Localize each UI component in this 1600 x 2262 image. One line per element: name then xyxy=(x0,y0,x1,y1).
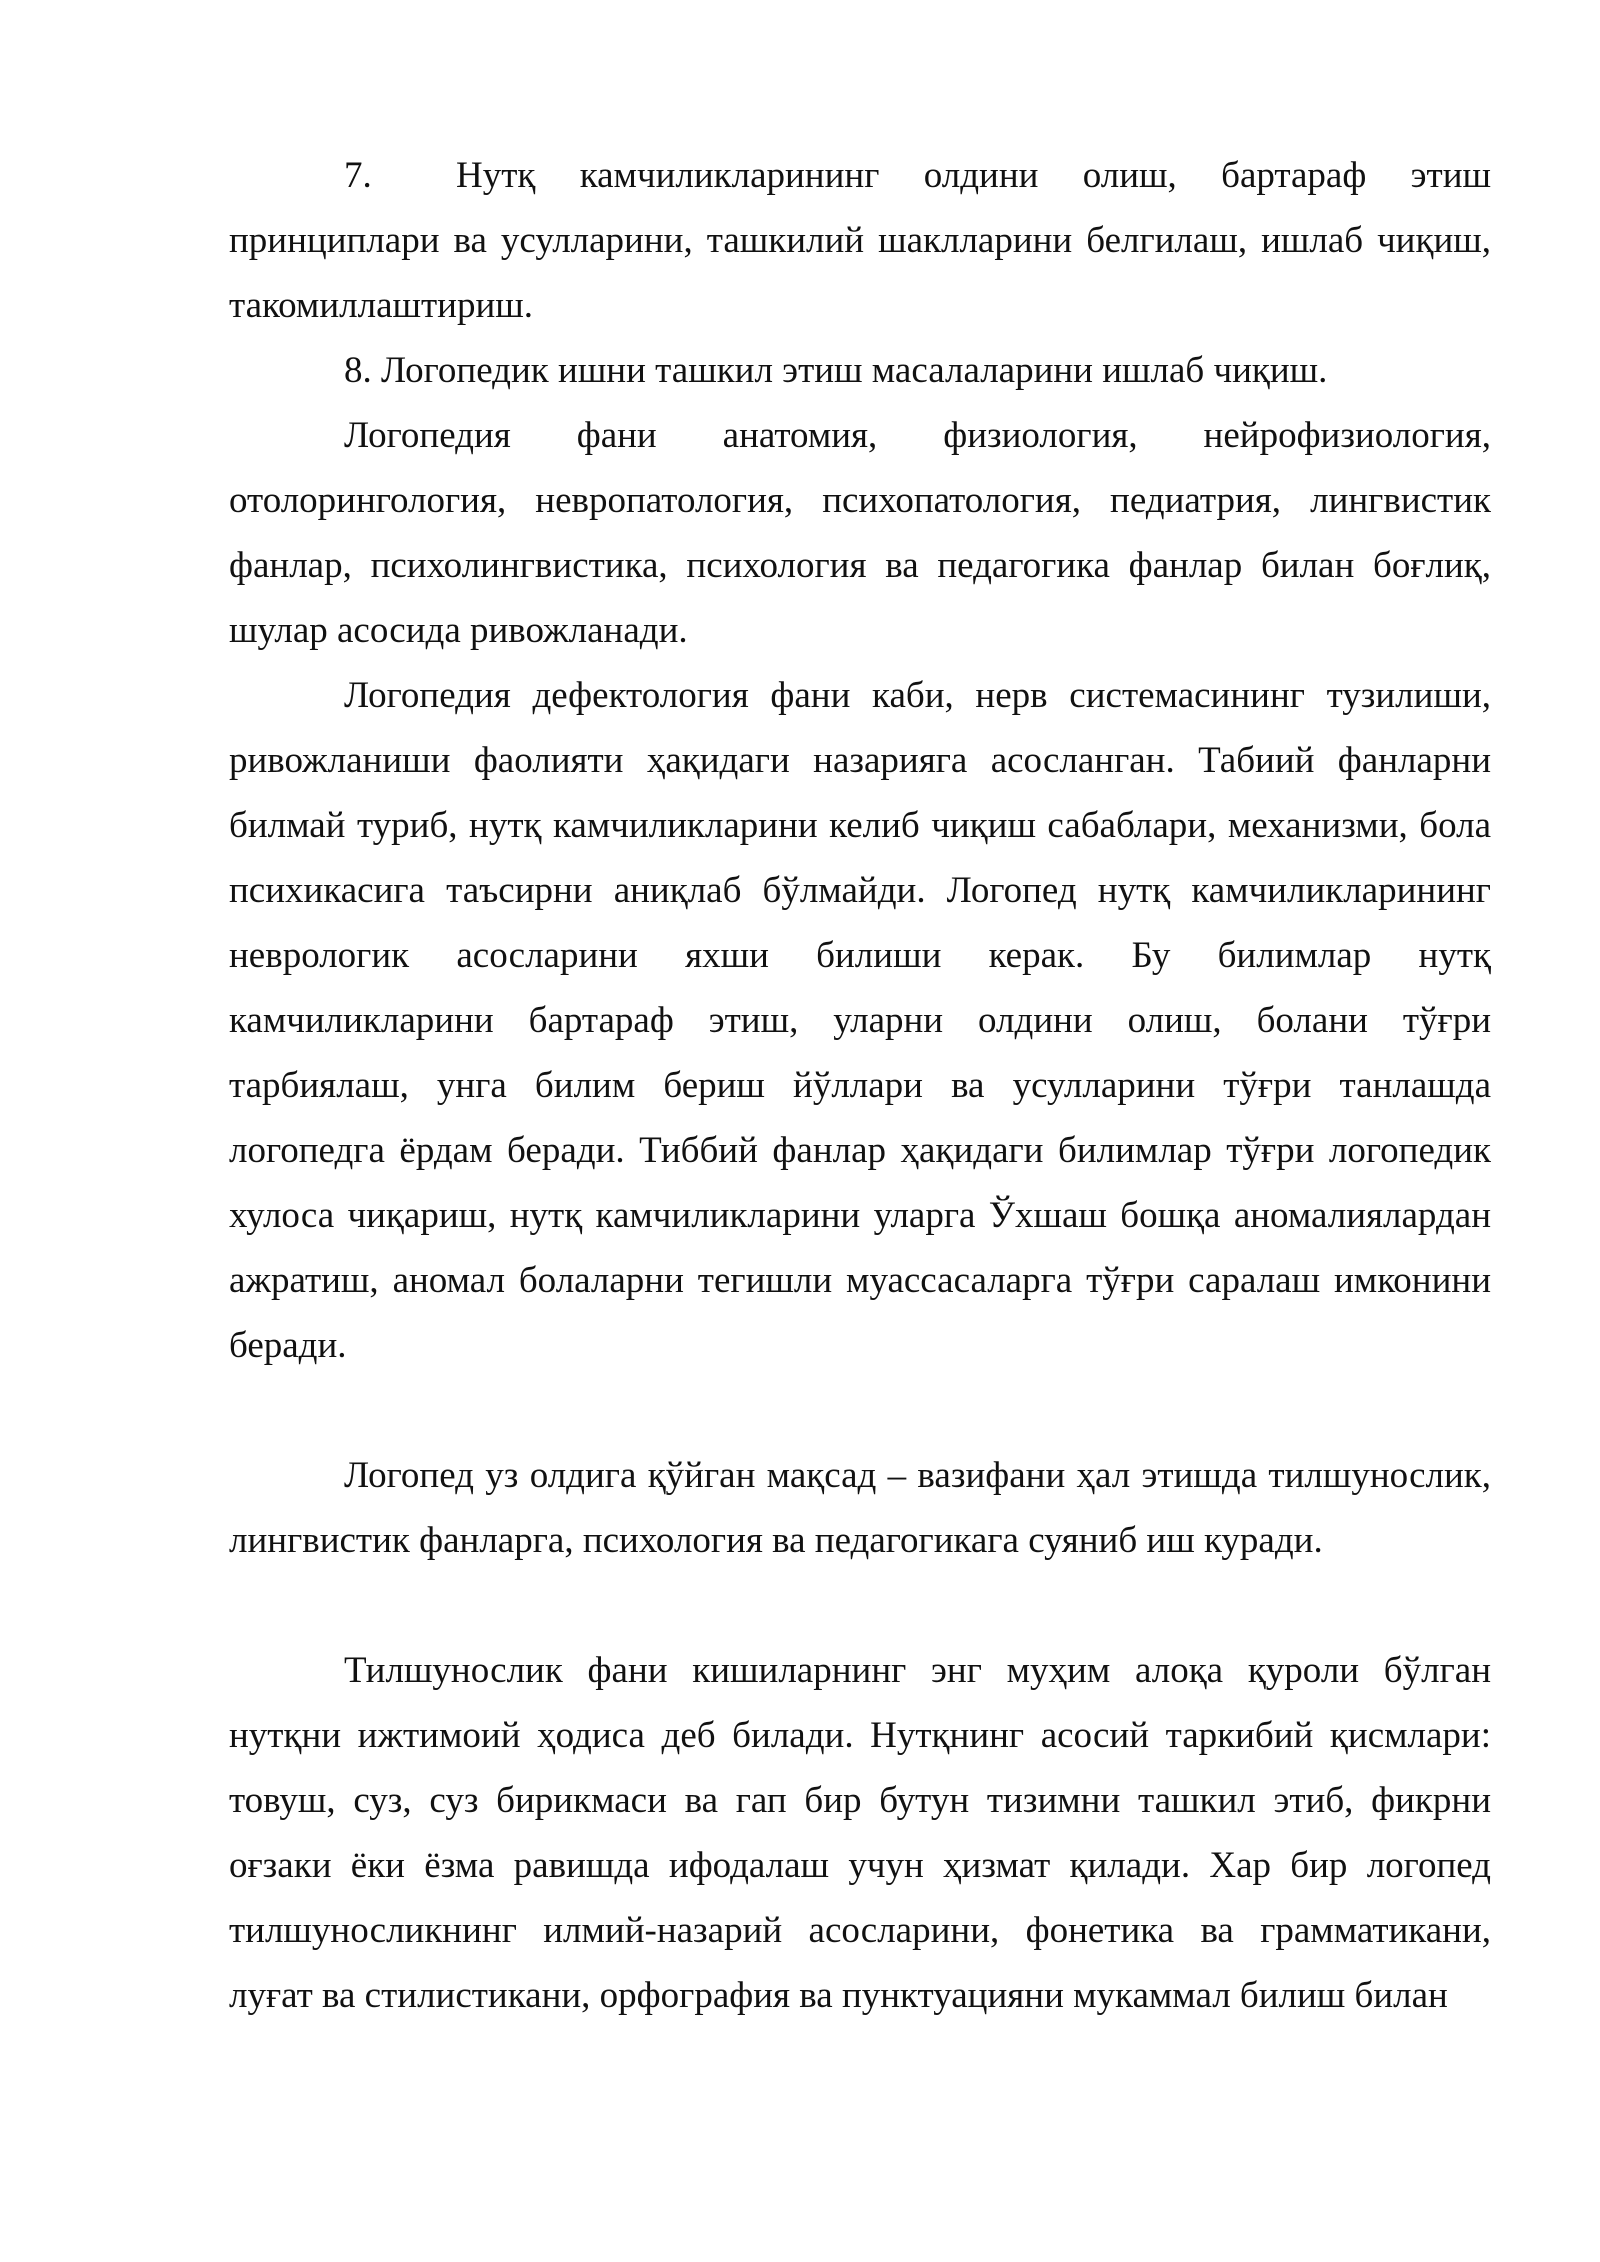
paragraph-related-sciences: Логопедия фани анатомия, физиология, нейрофизиология, отолорингология, невропатология, психопатология, педиатрия, лингвистик фанлар, психолингвистика, психология ва педагогика фанлар билан боғлиқ, шулар асосида ривожланади. xyxy=(229,415,1491,651)
paragraph-item-7 xyxy=(229,143,1491,338)
paragraph-text: Нутқ камчиликларининг олдини олиш, бартараф этиш принциплари ва усулларини, ташкилий шаклларини белгилаш, ишлаб чиқиш, такомиллаштириш. xyxy=(229,155,1491,326)
paragraph-spacer xyxy=(229,1573,1491,1638)
paragraph-speech-therapist-goals: Логопед уз олдига қўйган мақсад – вазифани ҳал этишда тилшунослик, лингвистик фанларга, психология ва педагогикага суяниб иш куради. xyxy=(229,1455,1491,1561)
paragraph-number: 7. xyxy=(344,155,372,196)
paragraph-item-8: 8. Логопедик ишни ташкил этиш масалаларини ишлаб чиқиш. xyxy=(344,350,1328,391)
paragraph-spacer xyxy=(229,1378,1491,1443)
paragraph-defectology-basis: Логопедия дефектология фани каби, нерв системасининг тузилиши, ривожланиши фаолияти ҳақидаги назарияга асосланган. Табиий фанларни билмай туриб, нутқ камчиликларини келиб чиқиш сабаблари, механизми, бола психикасига таъсирни аниқлаб бўлмайди. Логопед нутқ камчиликларининг неврологик асосларини яхши билиши керак. Бу билимлар нутқ камчиликларини бартараф этиш, уларни олдини олиш, болани тўғри тарбиялаш, унга билим бериш йўллари ва усулларини тўғри танлашда логопедга ёрдам беради. Тиббий фанлар ҳақидаги билимлар тўғри логопедик хулоса чиқариш, нутқ камчиликларини уларга Ўхшаш бошқа аномалиялардан ажратиш, аномал болаларни тегишли муассасаларга тўғри саралаш имконини беради. xyxy=(229,675,1491,1366)
document-body xyxy=(229,143,1491,2028)
paragraph-linguistics: Тилшунослик фани кишиларнинг энг муҳим алоқа қуроли бўлган нутқни ижтимоий ҳодиса деб билади. Нутқнинг асосий таркибий қисмлари: товуш, суз, суз бирикмаси ва гап бир бутун тизимни ташкил этиб, фикрни оғзаки ёки ёзма равишда ифодалаш учун ҳизмат қилади. Хар бир логопед тилшуносликнинг илмий-назарий асосларини, фонетика ва грамматикани, луғат ва стилистикани, орфография ва пунктуацияни мукаммал билиш билан xyxy=(229,1650,1491,2016)
